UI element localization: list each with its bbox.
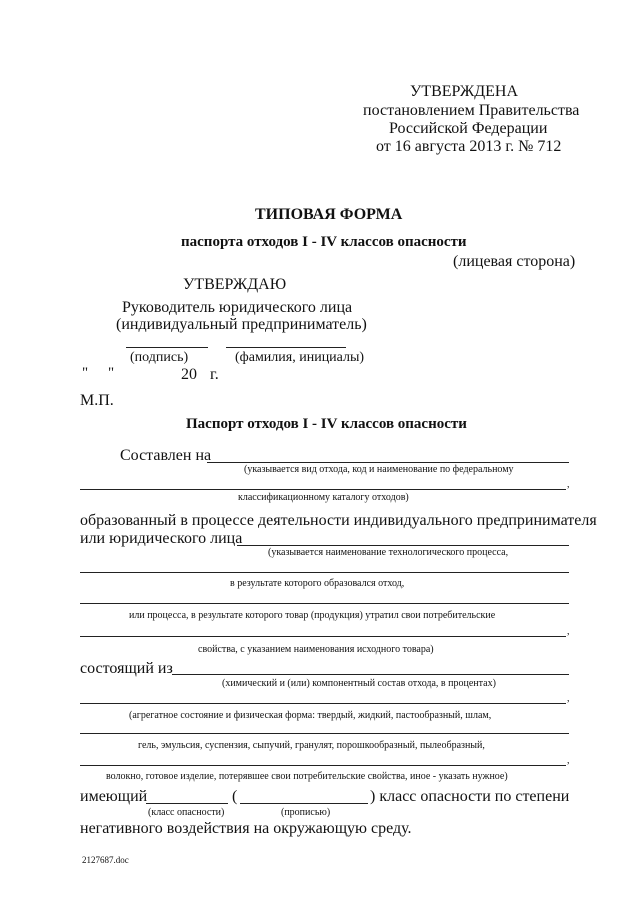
approval-line-1: постановлением Правительства <box>363 102 580 119</box>
formed-line-2: или юридического лица <box>80 530 243 547</box>
hint-process: (указывается наименование технологического процесса, <box>268 547 509 558</box>
process-input-line-4[interactable] <box>80 636 566 637</box>
compiled-input-line[interactable] <box>207 462 569 463</box>
approve-line-2: (индивидуальный предприниматель) <box>116 316 367 333</box>
consist-label: состоящий из <box>80 660 173 677</box>
hint-resulted: в результате которого образовался отход, <box>230 578 405 589</box>
date-quote-close: " <box>108 365 115 381</box>
stamp-label: М.П. <box>80 392 114 409</box>
signature-caption: (подпись) <box>130 350 189 365</box>
approve-line-1: Руководитель юридического лица <box>122 299 353 316</box>
hint-original-product: свойства, с указанием наименования исходного товара) <box>198 644 434 655</box>
approval-line-2: Российской Федерации <box>389 120 548 137</box>
composition-input-line-2[interactable] <box>80 703 566 704</box>
composition-input-line[interactable] <box>172 674 569 675</box>
words-caption: (прописью) <box>281 807 331 818</box>
process-input-line[interactable] <box>237 545 569 546</box>
name-line[interactable] <box>226 347 346 348</box>
hazard-class-text: ) класс опасности по степени <box>370 788 570 805</box>
date-quote-open: " <box>82 365 89 381</box>
class-words-input-line[interactable] <box>240 803 368 804</box>
hint-state: (агрегатное состояние и физическая форма: твердый, жидкий, пастообразный, шлам, <box>129 710 492 721</box>
hint-forms: гель, эмульсия, суспензия, сыпучий, гранулят, порошкообразный, пылеобразный, <box>138 740 485 751</box>
hint-consumer: или процесса, в результате которого товар (продукция) утратил свои потребительские <box>129 610 496 621</box>
impact-line: негативного воздействия на окружающую среду. <box>80 820 412 837</box>
having-label: имеющий <box>80 788 148 805</box>
date-year: 20 <box>181 366 197 383</box>
state-input-line-2[interactable] <box>80 765 566 766</box>
form-title: ТИПОВАЯ ФОРМА <box>255 206 403 223</box>
date-suffix: г. <box>210 366 219 383</box>
hint-catalog: классификационному каталогу отходов) <box>238 492 409 503</box>
process-input-line-3[interactable] <box>80 603 569 604</box>
form-subtitle: паспорта отходов I - IV классов опасности <box>181 234 467 250</box>
compiled-input-line-2[interactable] <box>80 489 566 490</box>
side-note: (лицевая сторона) <box>453 253 576 270</box>
approval-line-3: от 16 августа 2013 г. № 712 <box>376 138 562 155</box>
compiled-label: Составлен на <box>120 447 212 464</box>
class-input-line[interactable] <box>146 803 228 804</box>
name-caption: (фамилия, инициалы) <box>235 350 365 365</box>
comma-3: , <box>567 693 570 704</box>
paren-open: ( <box>232 788 238 805</box>
hint-composition: (химический и (или) компонентный состав отхода, в процентах) <box>222 678 496 689</box>
comma-1: , <box>567 479 570 490</box>
process-input-line-2[interactable] <box>80 572 569 573</box>
comma-4: , <box>567 755 570 766</box>
signature-line[interactable] <box>126 347 208 348</box>
passport-title: Паспорт отходов I - IV классов опасности <box>186 416 467 432</box>
formed-line-1: образованный в процессе деятельности индивидуального предпринимателя <box>80 512 597 529</box>
approve-heading: УТВЕРЖДАЮ <box>183 276 287 293</box>
hint-waste-type: (указывается вид отхода, код и наименование по федеральному <box>244 464 514 475</box>
class-caption: (класс опасности) <box>148 807 225 818</box>
state-input-line[interactable] <box>80 733 569 734</box>
hint-fiber: волокно, готовое изделие, потерявшее свои потребительские свойства, иное - указать нужное) <box>106 771 508 782</box>
footer-file-name: 2127687.doc <box>82 855 129 865</box>
comma-2: , <box>567 626 570 637</box>
approval-heading: УТВЕРЖДЕНА <box>410 83 519 100</box>
